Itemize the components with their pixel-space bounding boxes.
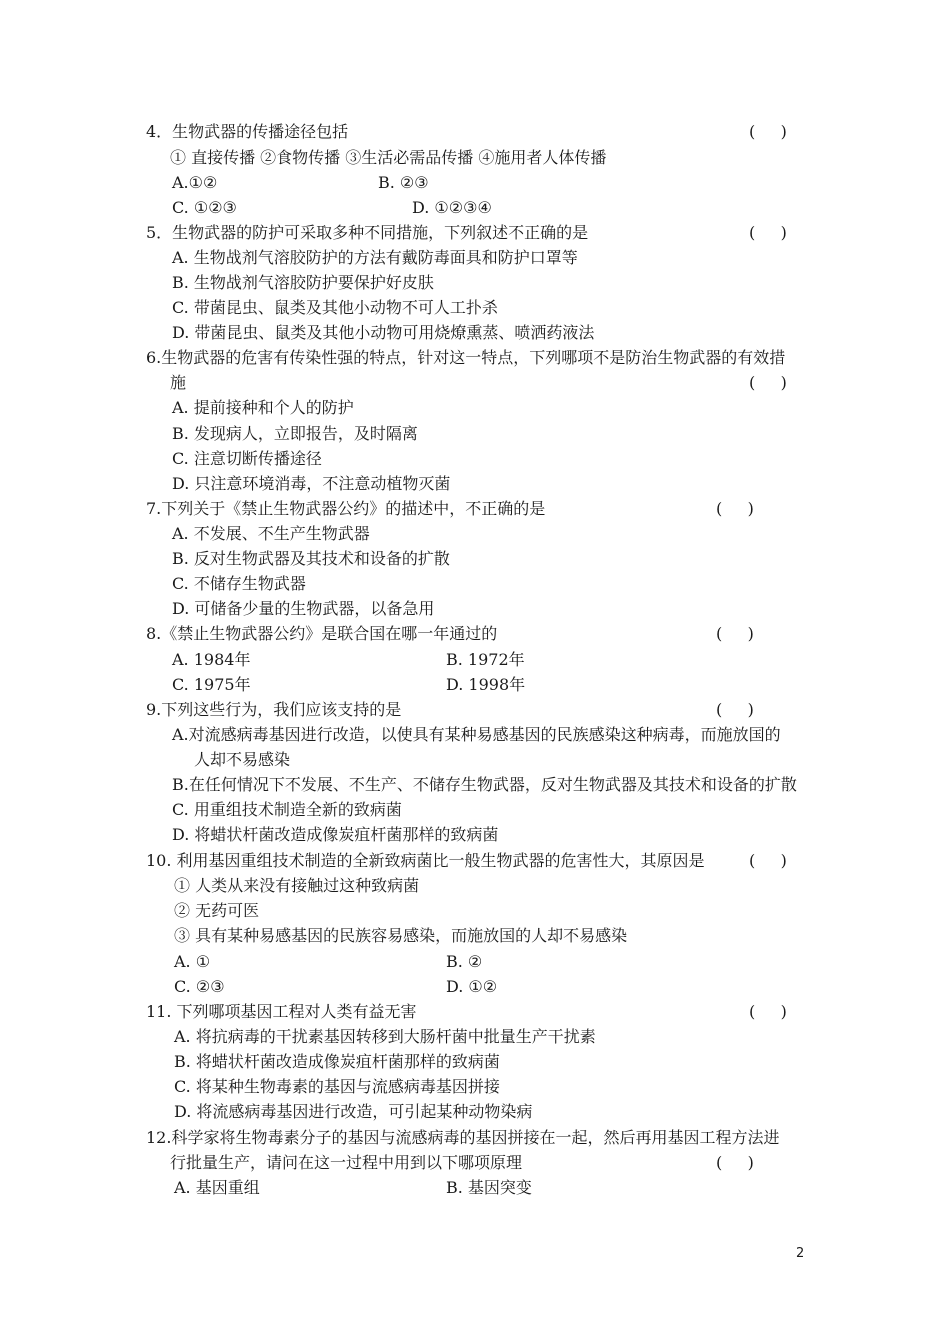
question-9-option-a-continued: 人却不易感染: [194, 750, 291, 769]
question-10-answer-bracket: ( ): [749, 851, 787, 870]
question-12-option-a: A. 基因重组: [174, 1178, 260, 1197]
question-10-statement-1: ① 人类从来没有接触过这种致病菌: [174, 876, 420, 895]
question-4-option-a: A.①②: [172, 173, 218, 192]
question-8-option-d: D. 1998年: [446, 675, 526, 694]
question-5-option-b: B. 生物战剂气溶胶防护要保护好皮肤: [172, 273, 434, 292]
question-9-option-c: C. 用重组技术制造全新的致病菌: [172, 800, 402, 819]
page-number: 2: [796, 1246, 805, 1261]
question-10-option-b: B. ②: [446, 952, 483, 971]
question-7-option-c: C. 不储存生物武器: [172, 574, 306, 593]
question-10-option-c: C. ②③: [174, 977, 225, 996]
question-7-option-d: D. 可储备少量的生物武器，以备急用: [172, 599, 435, 618]
question-11-option-d: D. 将流感病毒基因进行改造，可引起某种动物染病: [174, 1102, 533, 1121]
question-5-answer-bracket: ( ): [749, 223, 787, 242]
question-9-answer-bracket: ( ): [716, 700, 754, 719]
question-6-option-c: C. 注意切断传播途径: [172, 449, 322, 468]
question-7-option-a: A. 不发展、不生产生物武器: [172, 524, 370, 543]
question-7-stem: 7.下列关于《禁止生物武器公约》的描述中，不正确的是: [146, 499, 546, 518]
question-11-option-a: A. 将抗病毒的干扰素基因转移到大肠杆菌中批量生产干扰素: [174, 1027, 596, 1046]
question-5-option-d: D. 带菌昆虫、鼠类及其他小动物可用烧燎熏蒸、喷洒药液法: [172, 323, 595, 342]
question-4-answer-bracket: ( ): [749, 122, 787, 141]
question-12-stem-line-1: 12.科学家将生物毒素分子的基因与流感病毒的基因拼接在一起，然后再用基因工程方法进: [146, 1128, 780, 1147]
question-9-stem: 9.下列这些行为，我们应该支持的是: [146, 700, 402, 719]
question-4-option-d: D. ①②③④: [412, 198, 492, 217]
question-12-option-b: B. 基因突变: [446, 1178, 532, 1197]
question-5-stem: 5．生物武器的防护可采取多种不同措施，下列叙述不正确的是: [146, 223, 589, 242]
question-6-option-a: A. 提前接种和个人的防护: [172, 398, 354, 417]
question-8-option-b: B. 1972年: [446, 650, 525, 669]
question-8-option-a: A. 1984年: [172, 650, 251, 669]
question-12-stem-line-2: 行批量生产，请问在这一过程中用到以下哪项原理: [170, 1153, 523, 1172]
question-8-stem: 8.《禁止生物武器公约》是联合国在哪一年通过的: [146, 624, 498, 643]
question-7-option-b: B. 反对生物武器及其技术和设备的扩散: [172, 549, 450, 568]
question-9-option-b: B.在任何情况下不发展、不生产、不储存生物武器，反对生物武器及其技术和设备的扩散: [172, 775, 797, 794]
question-6-stem-line-2: 施: [170, 373, 187, 392]
question-7-answer-bracket: ( ): [716, 499, 754, 518]
question-4-stem: 4．生物武器的传播途径包括: [146, 122, 349, 141]
question-10-option-d: D. ①②: [446, 977, 498, 996]
question-10-stem: 10. 利用基因重组技术制造的全新致病菌比一般生物武器的危害性大，其原因是: [146, 851, 705, 870]
question-5-option-a: A. 生物战剂气溶胶防护的方法有戴防毒面具和防护口罩等: [172, 248, 578, 267]
question-4-statements: ① 直接传播 ②食物传播 ③生活必需品传播 ④施用者人体传播: [170, 148, 607, 167]
question-11-option-b: B. 将蜡状杆菌改造成像炭疽杆菌那样的致病菌: [174, 1052, 500, 1071]
question-4-option-b: B. ②③: [378, 173, 429, 192]
question-12-answer-bracket: ( ): [716, 1153, 754, 1172]
question-11-answer-bracket: ( ): [749, 1002, 787, 1021]
question-9-option-d: D. 将蜡状杆菌改造成像炭疽杆菌那样的致病菌: [172, 825, 499, 844]
question-4-option-c: C. ①②③: [172, 198, 237, 217]
question-8-option-c: C. 1975年: [172, 675, 251, 694]
question-5-option-c: C. 带菌昆虫、鼠类及其他小动物不可人工扑杀: [172, 298, 498, 317]
question-10-option-a: A. ①: [174, 952, 211, 971]
question-11-stem: 11. 下列哪项基因工程对人类有益无害: [146, 1002, 417, 1021]
question-10-statement-2: ② 无药可医: [174, 901, 260, 920]
question-6-option-d: D. 只注意环境消毒，不注意动植物灭菌: [172, 474, 451, 493]
question-6-answer-bracket: ( ): [749, 373, 787, 392]
question-6-stem-line-1: 6.生物武器的危害有传染性强的特点，针对这一特点，下列哪项不是防治生物武器的有效措: [146, 348, 786, 367]
question-11-option-c: C. 将某种生物毒素的基因与流感病毒基因拼接: [174, 1077, 500, 1096]
question-6-option-b: B. 发现病人，立即报告，及时隔离: [172, 424, 418, 443]
question-8-answer-bracket: ( ): [716, 624, 754, 643]
question-9-option-a: A.对流感病毒基因进行改造，以使具有某种易感基因的民族感染这种病毒，而施放国的: [172, 725, 781, 744]
question-10-statement-3: ③ 具有某种易感基因的民族容易感染，而施放国的人却不易感染: [174, 926, 628, 945]
